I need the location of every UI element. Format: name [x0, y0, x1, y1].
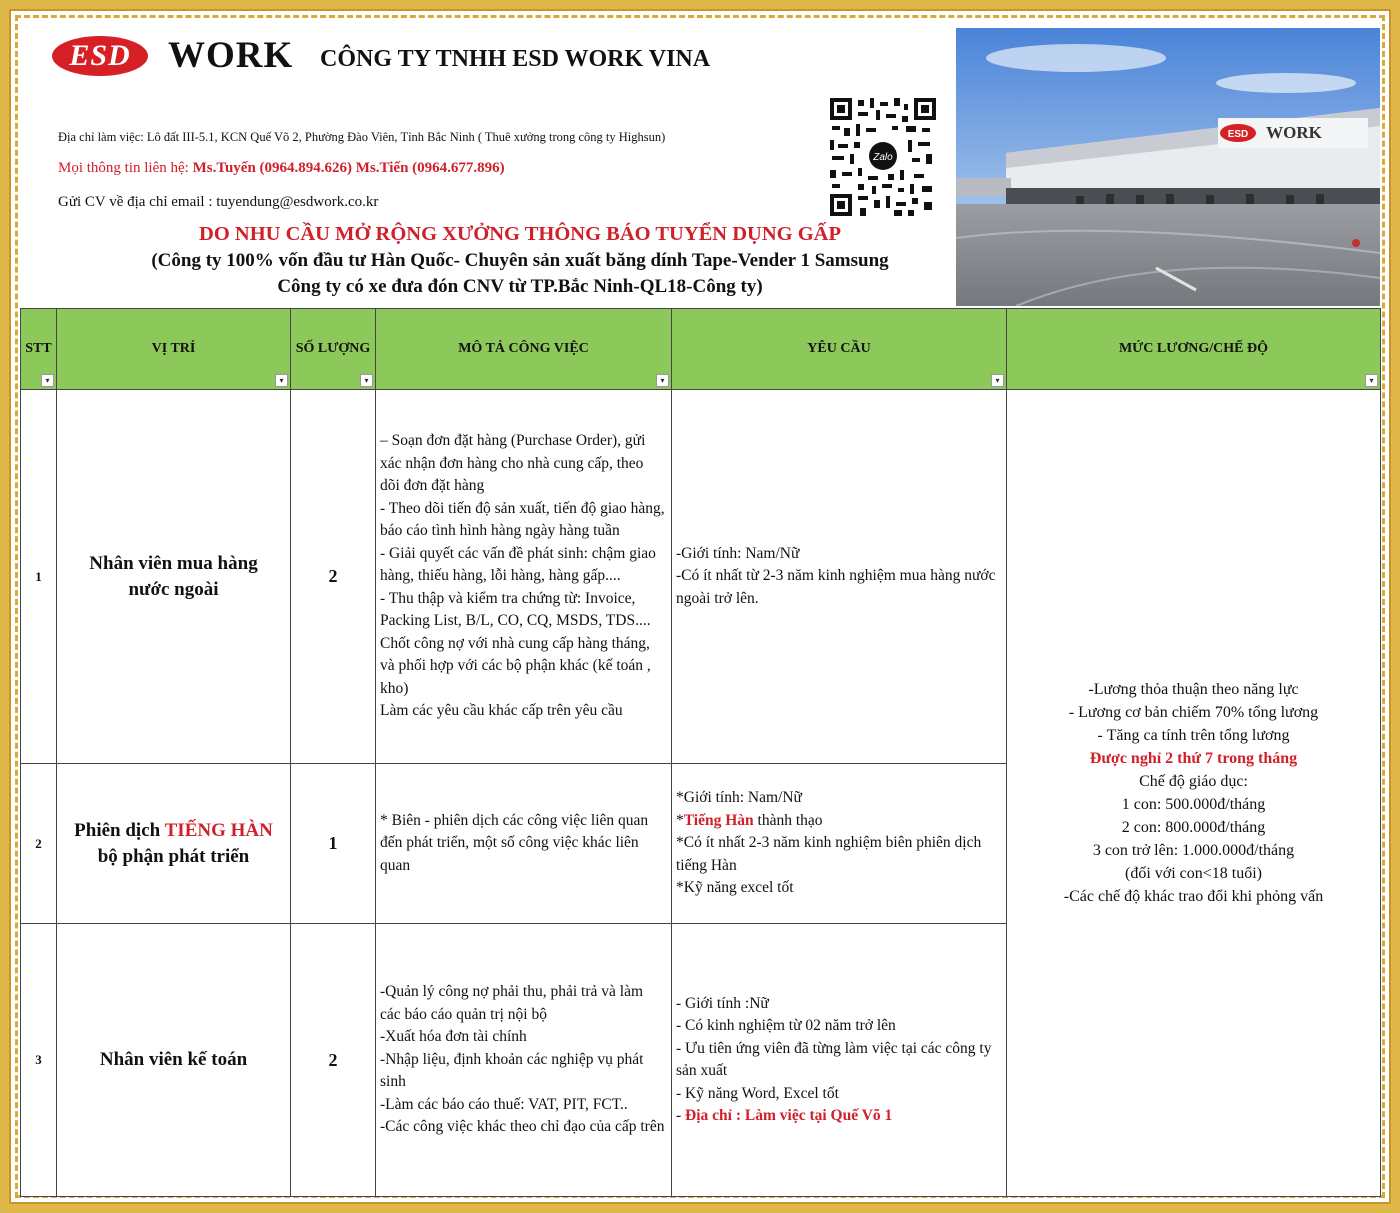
row-1-desc-line: - Giải quyết các vấn đề phát sinh: chậm giao hàng, thiếu hàng, lỗi hàng, hàng gấp.... [380, 544, 656, 585]
column-header-salary-label: MỨC LƯƠNG/CHẾ ĐỘ [1118, 341, 1269, 356]
salary-line: Chế độ giáo dục: [1139, 773, 1248, 790]
column-header-quantity [291, 309, 376, 390]
column-header-description-label: MÔ TẢ CÔNG VIỆC [458, 341, 589, 356]
column-header-description [376, 309, 672, 390]
salary-line: 1 con: 500.000đ/tháng [1121, 796, 1266, 813]
row-1-desc-line: - Thu thập và kiểm tra chứng từ: Invoice, Packing List, B/L, CO, CQ, MSDS, TDS.... [380, 589, 651, 630]
filter-dropdown-requirements[interactable]: ▾ [991, 374, 1004, 387]
photo-sign-esd: ESD [1227, 129, 1249, 140]
row-1-desc-line: Chốt công nợ với nhà cung cấp hàng tháng, và phối hợp với các bộ phận khác (kế toán , kho) [380, 634, 651, 697]
row-2-position-line-2: bộ phận phát triển [97, 845, 250, 867]
row-3-req-line [676, 1105, 1002, 1128]
salary-line-highlight: Được nghỉ 2 thứ 7 trong tháng [1089, 750, 1298, 767]
row-1-req-line: -Có ít nhất từ 2-3 năm kinh nghiệm mua hàng nước ngoài trở lên. [676, 567, 996, 607]
row-3-desc-line: -Các công việc khác theo chỉ đạo của cấp trên [380, 1118, 665, 1136]
row-1-quantity: 2 [291, 390, 376, 764]
filter-dropdown-position[interactable]: ▾ [275, 374, 288, 387]
email-info: Gửi CV về địa chỉ email : tuyendung@esdwork.co.kr [58, 194, 379, 210]
table-row [21, 390, 1381, 764]
row-1-requirements [672, 390, 1007, 764]
header [20, 20, 1380, 308]
salary-line: 2 con: 800.000đ/tháng [1121, 819, 1266, 836]
column-header-quantity-label: SỐ LƯỢNG [295, 341, 371, 356]
zalo-qr-code[interactable] [828, 96, 938, 218]
row-2-position-highlight: TIẾNG HÀN [164, 819, 273, 841]
row-3-quantity: 2 [291, 924, 376, 1197]
column-header-requirements-label: YÊU CẦU [807, 341, 871, 356]
row-2-description [376, 764, 672, 924]
esd-logo [52, 36, 148, 76]
salary-line: 3 con trở lên: 1.000.000đ/tháng [1092, 842, 1295, 859]
row-3-desc-line: -Làm các báo cáo thuế: VAT, PIT, FCT.. [380, 1095, 628, 1113]
row-1-desc-line: – Soạn đơn đặt hàng (Purchase Order), gửi xác nhận đơn hàng cho nhà cung cấp, theo dõi đơn đặt hàng [380, 432, 646, 495]
row-1-desc-line: Làm các yêu cầu khác cấp trên yêu cầu [380, 702, 623, 720]
row-2-stt: 2 [21, 764, 57, 924]
company-name: CÔNG TY TNHH ESD WORK VINA [320, 46, 711, 72]
announcement-title: DO NHU CẦU MỞ RỘNG XƯỞNG THÔNG BÁO TUYỂN DỤNG GẤP [199, 223, 841, 245]
row-1-req-line: -Giới tính: Nam/Nữ [676, 544, 800, 562]
row-3-req-line: - Có kinh nghiệm từ 02 năm trở lên [676, 1017, 896, 1034]
filter-dropdown-stt[interactable]: ▾ [41, 374, 54, 387]
filter-dropdown-salary[interactable]: ▾ [1365, 374, 1378, 387]
row-3-desc-line: -Xuất hóa đơn tài chính [380, 1028, 527, 1046]
jobs-table [20, 308, 1381, 1197]
contact-info [58, 160, 505, 177]
row-3-desc-line: -Nhập liệu, định khoản các nghiệp vụ phát sinh [380, 1050, 644, 1091]
row-1-position-line-2: nước ngoài [128, 578, 219, 600]
salary-line: -Các chế độ khác trao đổi khi phỏng vấn [1063, 888, 1324, 905]
salary-line: - Tăng ca tính trên tổng lương [1097, 727, 1290, 744]
work-address: Địa chỉ làm việc: Lô đất III-5.1, KCN Quế Võ 2, Phường Đào Viên, Tỉnh Bắc Ninh ( Thuê xưởng trong công ty Highsun) [58, 130, 666, 144]
column-header-position-label: VỊ TRÍ [151, 341, 196, 356]
esd-logo-text: ESD [69, 39, 131, 72]
zalo-label: Zalo [873, 152, 893, 163]
row-3-req-prefix: - [676, 1107, 686, 1124]
row-1-desc-line: - Theo dõi tiến độ sản xuất, tiến độ giao hàng, báo cáo tình hình hàng ngày hàng tuần [380, 499, 665, 540]
row-3-requirements [672, 924, 1007, 1197]
photo-sign-work: WORK [1266, 123, 1322, 142]
company-subtitle-2: Công ty có xe đưa đón CNV từ TP.Bắc Ninh-QL18-Công ty) [277, 276, 763, 297]
row-2-req-line [676, 810, 1002, 833]
salary-line: -Lương thỏa thuận theo năng lực [1088, 681, 1299, 698]
row-2-req-rest: thành thạo [753, 811, 823, 829]
table-header-row [21, 309, 1381, 390]
row-3-req-line: - Giới tính :Nữ [676, 994, 769, 1012]
row-2-position-text: Phiên dịch [74, 819, 165, 841]
row-3-stt: 3 [21, 924, 57, 1197]
row-3-desc-line: -Quản lý công nợ phải thu, phải trả và làm các báo cáo quản trị nội bộ [380, 983, 644, 1023]
row-1-position [57, 390, 291, 764]
row-3-req-line: - Kỹ năng Word, Excel tốt [676, 1084, 839, 1102]
row-2-req-line: *Có ít nhất 2-3 năm kinh nghiệm biên phiên dịch tiếng Hàn [676, 834, 982, 874]
row-2-position [57, 764, 291, 924]
row-2-req-line: *Giới tính: Nam/Nữ [676, 789, 802, 807]
salary-line: (đối với con<18 tuổi) [1124, 865, 1263, 882]
row-2-position-line-1 [61, 818, 286, 844]
column-header-stt-label: STT [25, 341, 52, 356]
column-header-stt [21, 309, 57, 390]
row-2-req-prefix: * [676, 811, 684, 829]
row-2-quantity: 1 [291, 764, 376, 924]
row-1-stt: 1 [21, 390, 57, 764]
column-header-requirements [672, 309, 1007, 390]
row-2-desc-line: * Biên - phiên dịch các công việc liên quan đến phát triển, một số công việc khác liên quan [380, 811, 649, 874]
row-2-req-line: *Kỹ năng excel tốt [676, 879, 794, 897]
row-1-description [376, 390, 672, 764]
column-header-position [57, 309, 291, 390]
filter-dropdown-quantity[interactable]: ▾ [360, 374, 373, 387]
row-1-position-line-1: Nhân viên mua hàng [89, 552, 258, 574]
company-subtitle-1: (Công ty 100% vốn đầu tư Hàn Quốc- Chuyên sản xuất băng dính Tape-Vender 1 Samsung [151, 250, 889, 271]
row-3-position: Nhân viên kế toán [57, 924, 291, 1197]
row-3-description [376, 924, 672, 1197]
contact-label: Mọi thông tin liên hệ: [58, 160, 193, 176]
row-3-req-highlight: Địa chỉ : Làm việc tại Quế Võ 1 [685, 1107, 893, 1124]
row-3-req-line: - Ưu tiên ứng viên đã từng làm việc tại các công ty sản xuất [676, 1039, 992, 1079]
row-2-req-highlight: Tiếng Hàn [683, 811, 754, 829]
salary-benefits [1007, 390, 1381, 1197]
logo-work-text: WORK [168, 35, 294, 76]
salary-line: - Lương cơ bản chiếm 70% tổng lương [1068, 704, 1319, 721]
contact-persons: Ms.Tuyến (0964.894.626) Ms.Tiến (0964.677.896) [192, 160, 505, 176]
filter-dropdown-description[interactable]: ▾ [656, 374, 669, 387]
row-2-requirements [672, 764, 1007, 924]
job-posting-sheet [20, 20, 1380, 1196]
column-header-salary [1007, 309, 1381, 390]
